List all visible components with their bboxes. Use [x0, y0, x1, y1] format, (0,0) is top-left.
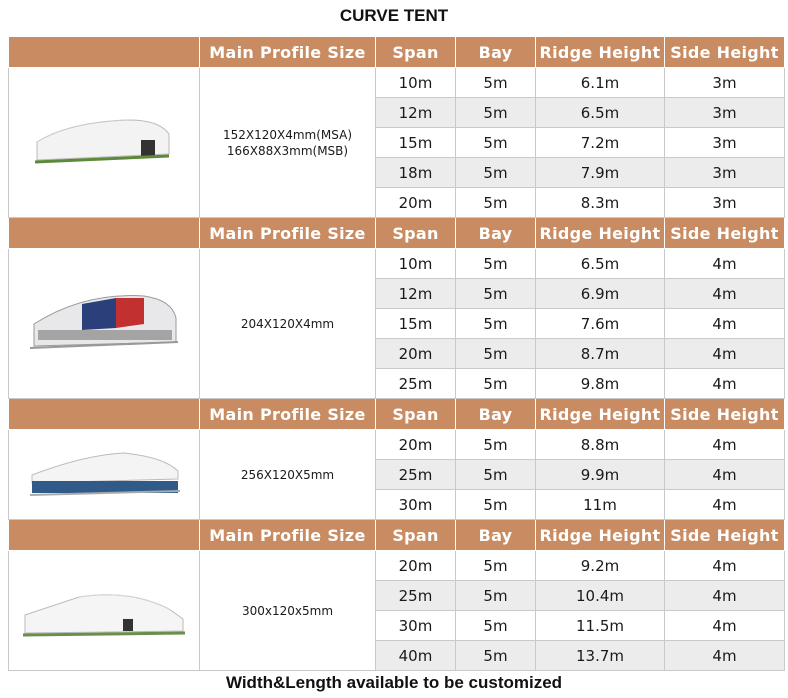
column-header-profile: Main Profile Size: [200, 218, 376, 249]
header-row: [9, 218, 785, 249]
bay-cell: 5m: [456, 98, 536, 128]
side-cell: 4m: [665, 641, 785, 671]
header-blank-cell: [9, 218, 200, 249]
header-blank-cell: [9, 399, 200, 430]
profile-size-value: 166X88X3mm(MSB): [226, 143, 349, 158]
ridge-cell: 9.9m: [536, 460, 665, 490]
bay-cell: 5m: [456, 430, 536, 460]
side-cell: 4m: [665, 309, 785, 339]
span-cell: 20m: [376, 339, 456, 369]
side-cell: 4m: [665, 369, 785, 399]
side-cell: 4m: [665, 249, 785, 279]
column-header-bay: Bay: [456, 399, 536, 430]
column-header-side: Side Height: [665, 218, 785, 249]
table-row: [9, 68, 785, 98]
tent-image: [9, 68, 200, 218]
profile-size-cell: [200, 249, 376, 399]
header-blank-cell: [9, 520, 200, 551]
column-header-span: Span: [376, 520, 456, 551]
ridge-cell: 13.7m: [536, 641, 665, 671]
side-cell: 4m: [665, 551, 785, 581]
side-cell: 4m: [665, 430, 785, 460]
ridge-cell: 9.2m: [536, 551, 665, 581]
span-cell: 10m: [376, 249, 456, 279]
spec-table-container: [8, 36, 784, 671]
profile-size-cell: [200, 551, 376, 671]
bay-cell: 5m: [456, 158, 536, 188]
bay-cell: 5m: [456, 128, 536, 158]
column-header-ridge: Ridge Height: [536, 520, 665, 551]
column-header-span: Span: [376, 218, 456, 249]
span-cell: 12m: [376, 279, 456, 309]
table-row: [9, 430, 785, 460]
tent-image: [9, 551, 200, 671]
column-header-ridge: Ridge Height: [536, 399, 665, 430]
bay-cell: 5m: [456, 490, 536, 520]
side-cell: 4m: [665, 490, 785, 520]
tent-image: [9, 430, 200, 520]
bay-cell: 5m: [456, 279, 536, 309]
table-row: [9, 249, 785, 279]
ridge-cell: 11m: [536, 490, 665, 520]
bay-cell: 5m: [456, 68, 536, 98]
span-cell: 25m: [376, 581, 456, 611]
spec-table: [8, 36, 785, 671]
span-cell: 25m: [376, 460, 456, 490]
column-header-ridge: Ridge Height: [536, 37, 665, 68]
bay-cell: 5m: [456, 339, 536, 369]
ridge-cell: 11.5m: [536, 611, 665, 641]
tent-image: [9, 249, 200, 399]
bay-cell: 5m: [456, 369, 536, 399]
side-cell: 4m: [665, 279, 785, 309]
ridge-cell: 8.8m: [536, 430, 665, 460]
side-cell: 3m: [665, 158, 785, 188]
side-cell: 3m: [665, 68, 785, 98]
ridge-cell: 6.5m: [536, 98, 665, 128]
side-cell: 4m: [665, 581, 785, 611]
side-cell: 3m: [665, 128, 785, 158]
ridge-cell: 6.1m: [536, 68, 665, 98]
span-cell: 30m: [376, 490, 456, 520]
bay-cell: 5m: [456, 309, 536, 339]
footer-note: Width&Length available to be customized: [225, 673, 563, 692]
bay-cell: 5m: [456, 249, 536, 279]
column-header-profile: Main Profile Size: [200, 399, 376, 430]
span-cell: 40m: [376, 641, 456, 671]
bay-cell: 5m: [456, 460, 536, 490]
bay-cell: 5m: [456, 551, 536, 581]
ridge-cell: 7.9m: [536, 158, 665, 188]
profile-size-value: 152X120X4mm(MSA): [222, 127, 353, 142]
column-header-span: Span: [376, 37, 456, 68]
profile-size-value: 256X120X5mm: [240, 467, 335, 482]
ridge-cell: 9.8m: [536, 369, 665, 399]
header-row: [9, 399, 785, 430]
span-cell: 12m: [376, 98, 456, 128]
ridge-cell: 7.2m: [536, 128, 665, 158]
ridge-cell: 6.9m: [536, 279, 665, 309]
column-header-profile: Main Profile Size: [200, 520, 376, 551]
span-cell: 20m: [376, 430, 456, 460]
ridge-cell: 8.3m: [536, 188, 665, 218]
ridge-cell: 7.6m: [536, 309, 665, 339]
bay-cell: 5m: [456, 581, 536, 611]
profile-size-cell: [200, 430, 376, 520]
column-header-bay: Bay: [456, 520, 536, 551]
side-cell: 4m: [665, 460, 785, 490]
column-header-ridge: Ridge Height: [536, 218, 665, 249]
bay-cell: 5m: [456, 641, 536, 671]
profile-size-value: 300x120x5mm: [241, 603, 334, 618]
column-header-profile: Main Profile Size: [200, 37, 376, 68]
header-row: [9, 520, 785, 551]
span-cell: 30m: [376, 611, 456, 641]
side-cell: 4m: [665, 339, 785, 369]
span-cell: 10m: [376, 68, 456, 98]
side-cell: 3m: [665, 188, 785, 218]
side-cell: 4m: [665, 611, 785, 641]
column-header-side: Side Height: [665, 520, 785, 551]
bay-cell: 5m: [456, 611, 536, 641]
ridge-cell: 10.4m: [536, 581, 665, 611]
column-header-bay: Bay: [456, 37, 536, 68]
page-title: CURVE TENT: [339, 6, 449, 25]
span-cell: 25m: [376, 369, 456, 399]
header-blank-cell: [9, 37, 200, 68]
column-header-span: Span: [376, 399, 456, 430]
span-cell: 15m: [376, 309, 456, 339]
span-cell: 18m: [376, 158, 456, 188]
span-cell: 20m: [376, 188, 456, 218]
column-header-bay: Bay: [456, 218, 536, 249]
span-cell: 20m: [376, 551, 456, 581]
span-cell: 15m: [376, 128, 456, 158]
profile-size-cell: [200, 68, 376, 218]
header-row: [9, 37, 785, 68]
ridge-cell: 8.7m: [536, 339, 665, 369]
table-row: [9, 551, 785, 581]
column-header-side: Side Height: [665, 37, 785, 68]
side-cell: 3m: [665, 98, 785, 128]
ridge-cell: 6.5m: [536, 249, 665, 279]
column-header-side: Side Height: [665, 399, 785, 430]
bay-cell: 5m: [456, 188, 536, 218]
profile-size-value: 204X120X4mm: [240, 316, 335, 331]
